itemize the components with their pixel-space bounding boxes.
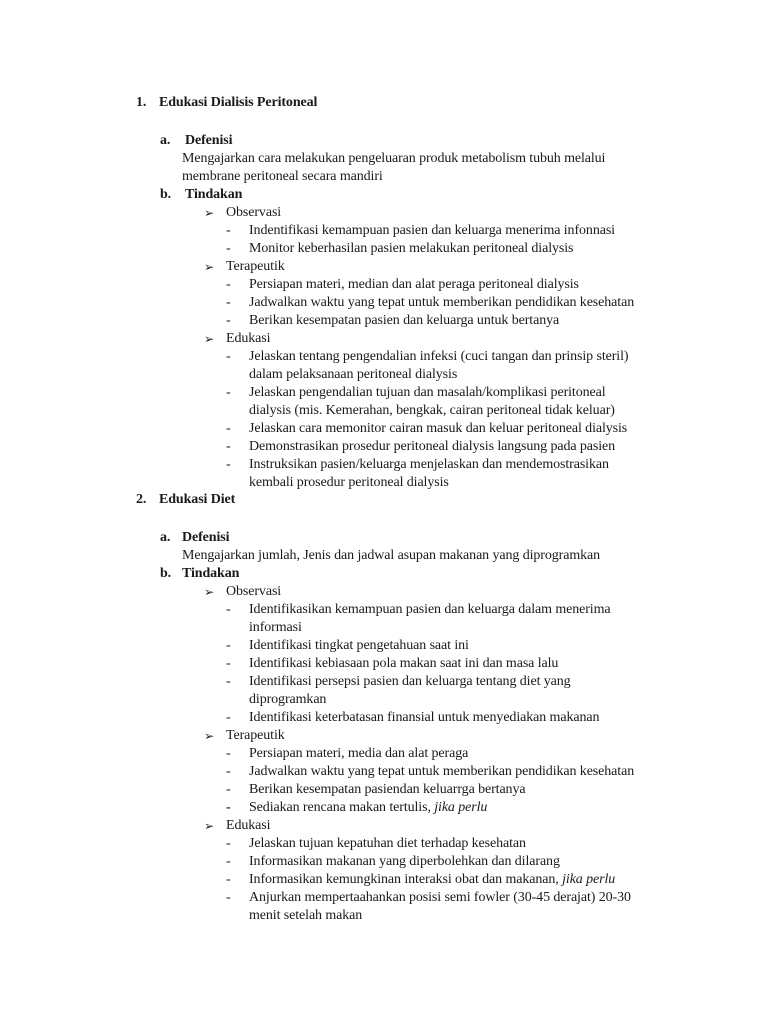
list-item-text: Identifikasi keterbatasan finansial untuk menyediakan makanan (249, 710, 600, 725)
list-item-text: Anjurkan mempertaahankan posisi semi fowler (30-45 derajat) 20-30 (249, 890, 631, 905)
group-label: Terapeutik (226, 728, 285, 743)
arrow-bullet-icon: ➢ (204, 332, 214, 346)
dash-bullet-icon: - (226, 313, 231, 328)
list-item-text: informasi (249, 620, 302, 635)
list-item-text: Berikan kesempatan pasiendan keluarrga bertanya (249, 782, 526, 797)
list-item-text: Jelaskan pengendalian tujuan dan masalah/komplikasi peritoneal (249, 385, 606, 400)
dash-bullet-icon: - (226, 277, 231, 292)
dash-bullet-icon: - (226, 385, 231, 400)
list-item-text: Informasikan kemungkinan interaksi obat dan makanan, jika perlu (249, 872, 616, 887)
dash-bullet-icon: - (226, 764, 231, 779)
definition-text: membrane peritoneal secara mandiri (182, 169, 383, 184)
list-item-text: Indentifikasi kemampuan pasien dan keluarga menerima infonnasi (249, 223, 615, 238)
list-item-text: kembali prosedur peritoneal dialysis (249, 475, 449, 490)
dash-bullet-icon: - (226, 241, 231, 256)
section-title: Edukasi Dialisis Peritoneal (159, 95, 318, 110)
dash-bullet-icon: - (226, 746, 231, 761)
dash-bullet-icon: - (226, 854, 231, 869)
definition-marker: a. (160, 133, 171, 148)
dash-bullet-icon: - (226, 295, 231, 310)
list-item-text: Jelaskan tujuan kepatuhan diet terhadap kesehatan (249, 836, 526, 851)
definition-label: Defenisi (185, 133, 233, 148)
list-item-text: dialysis (mis. Kemerahan, bengkak, cairan peritoneal tidak keluar) (249, 403, 615, 418)
list-item-text: Monitor keberhasilan pasien melakukan peritoneal dialysis (249, 241, 574, 256)
dash-bullet-icon: - (226, 602, 231, 617)
arrow-bullet-icon: ➢ (204, 206, 214, 220)
definition-text: Mengajarkan cara melakukan pengeluaran produk metabolism tubuh melalui (182, 151, 606, 166)
arrow-bullet-icon: ➢ (204, 729, 214, 743)
section-title: Edukasi Diet (159, 492, 236, 507)
list-item-text: Sediakan rencana makan tertulis, jika perlu (249, 800, 488, 815)
dash-bullet-icon: - (226, 782, 231, 797)
dash-bullet-icon: - (226, 872, 231, 887)
action-label: Tindakan (185, 187, 243, 202)
list-item-text: diprogramkan (249, 692, 327, 707)
list-item-text: Berikan kesempatan pasien dan keluarga untuk bertanya (249, 313, 560, 328)
definition-marker: a. (160, 530, 171, 545)
list-item-text: Jadwalkan waktu yang tepat untuk memberikan pendidikan kesehatan (249, 295, 635, 310)
italic-note: jika perlu (558, 872, 616, 887)
definition-label: Defenisi (182, 530, 230, 545)
dash-bullet-icon: - (226, 800, 231, 815)
arrow-bullet-icon: ➢ (204, 819, 214, 833)
dash-bullet-icon: - (226, 223, 231, 238)
dash-bullet-icon: - (226, 836, 231, 851)
list-item-text: Jadwalkan waktu yang tepat untuk memberikan pendidikan kesehatan (249, 764, 635, 779)
list-item-text: Persiapan materi, media dan alat peraga (249, 746, 469, 761)
section-number: 2. (136, 492, 147, 507)
list-item-text: Jelaskan tentang pengendalian infeksi (cuci tangan dan prinsip steril) (249, 349, 629, 364)
dash-bullet-icon: - (226, 457, 231, 472)
group-label: Edukasi (226, 331, 271, 346)
dash-bullet-icon: - (226, 710, 231, 725)
italic-note: , jika perlu (427, 800, 488, 815)
definition-text: Mengajarkan jumlah, Jenis dan jadwal asupan makanan yang diprogramkan (182, 548, 601, 563)
dash-bullet-icon: - (226, 349, 231, 364)
action-marker: b. (160, 187, 172, 202)
group-label: Observasi (226, 205, 282, 220)
list-item-text: Identifikasikan kemampuan pasien dan keluarga dalam menerima (249, 602, 611, 617)
action-marker: b. (160, 566, 172, 581)
list-item-text: Jelaskan cara memonitor cairan masuk dan keluar peritoneal dialysis (249, 421, 628, 436)
dash-bullet-icon: - (226, 638, 231, 653)
group-label: Observasi (226, 584, 282, 599)
list-item-text: Informasikan makanan yang diperbolehkan dan dilarang (249, 854, 560, 869)
list-item-text: Identifikasi persepsi pasien dan keluarga tentang diet yang (249, 674, 571, 689)
arrow-bullet-icon: ➢ (204, 260, 214, 274)
dash-bullet-icon: - (226, 674, 231, 689)
dash-bullet-icon: - (226, 656, 231, 671)
list-item-text: menit setelah makan (249, 908, 363, 923)
action-label: Tindakan (182, 566, 240, 581)
arrow-bullet-icon: ➢ (204, 585, 214, 599)
list-item-text: Identifikasi kebiasaan pola makan saat ini dan masa lalu (249, 656, 559, 671)
list-item-text: Persiapan materi, median dan alat peraga peritoneal dialysis (249, 277, 579, 292)
group-label: Terapeutik (226, 259, 285, 274)
dash-bullet-icon: - (226, 439, 231, 454)
list-item-text: dalam pelaksanaan peritoneal dialysis (249, 367, 458, 382)
dash-bullet-icon: - (226, 421, 231, 436)
group-label: Edukasi (226, 818, 271, 833)
dash-bullet-icon: - (226, 890, 231, 905)
list-item-text: Identifikasi tingkat pengetahuan saat ini (249, 638, 469, 653)
section-number: 1. (136, 95, 147, 110)
list-item-text: Demonstrasikan prosedur peritoneal dialysis langsung pada pasien (249, 439, 616, 454)
list-item-text: Instruksikan pasien/keluarga menjelaskan dan mendemostrasikan (249, 457, 609, 472)
